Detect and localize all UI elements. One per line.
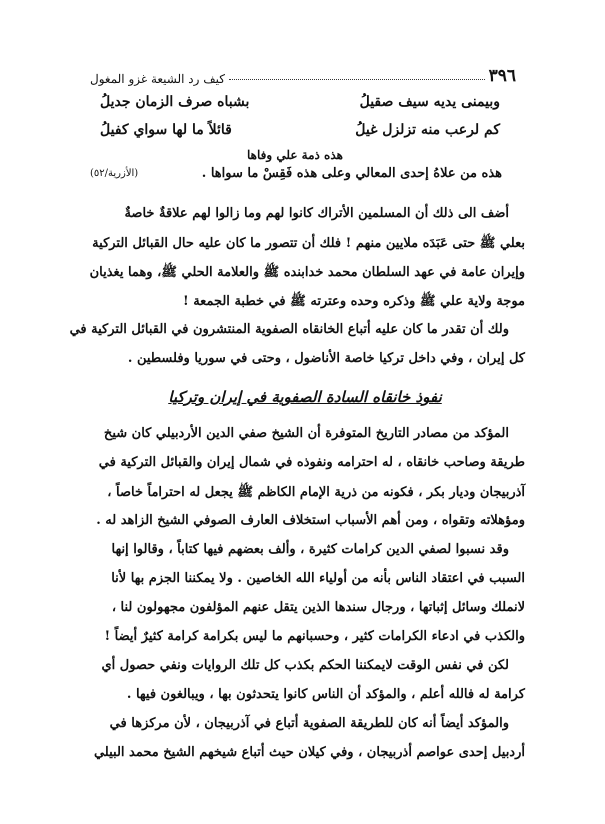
text-line: أردبيل إحدى عواصم أذربيجان ، وفي كيلان حيث أتباع شيخهم الشيخ محمد البيلي	[93, 745, 525, 760]
text-line: موجة ولاية علي ﷺ وذكره وحده وعترته ﷺ في خطبة الجمعة !	[182, 294, 525, 309]
page-header	[90, 62, 516, 86]
text-line: والكذب في ادعاء الكرامات كثير ، وحسبانهم ما ليس بكرامة كرامة كثيرٌ أيضاً !	[104, 629, 525, 644]
page-number: ٣٩٦	[488, 66, 516, 86]
text-line: آذربيجان وديار بكر ، فكونه من ذرية الإمام الكاظم ﷺ يجعل له احتراماً خاصاً ،	[107, 485, 525, 500]
text-line: أضف الى ذلك أن المسلمين الأتراك كانوا لهم وما زالوا لهم علاقةٌ خاصةٌ	[124, 206, 509, 221]
text-line: طريقة وصاحب خانقاه ، له احترامه ونفوذه في شمال إيران والقبائل التركية في	[98, 455, 525, 470]
poem-verse-last	[90, 166, 502, 188]
text-line: كل إيران ، وفي داخل تركيا خاصة الأناضول ، وحتى في سوريا وفلسطين .	[127, 351, 525, 366]
verse-note: هذه ذمة علي وفاها	[247, 148, 343, 162]
verse-text: هذه من علاهُ إحدى المعالي وعلى هذه فَقِسْ ما سواها .	[201, 166, 502, 181]
verse-second-hemistich: بشباه صرف الزمان جديلُ	[100, 94, 250, 110]
text-line: وقد نسبوا لصفي الدين كرامات كثيرة ، وألف بعضهم فيها كتاباً ، وقالوا إنها	[111, 542, 509, 557]
verse-second-hemistich: قائلاً ما لها سواي كفيلُ	[100, 122, 232, 138]
text-line: لكن في نفس الوقت لايمكننا الحكم بكذب كل تلك الروايات ونفي حصول أي	[101, 658, 509, 673]
text-line: المؤكد من مصادر التاريخ المتوفرة أن الشيخ صفي الدين الأردبيلي كان شيخ	[103, 426, 509, 441]
text-line: بعلي ﷺ حتى عَبَدَه ملايين منهم ! فلك أن تتصور ما كان عليه حال القبائل التركية	[92, 236, 525, 251]
text-line: كرامة له فالله أعلم ، والمؤكد أن الناس كانوا يتحدثون بها ، ويبالغون فيها .	[126, 687, 525, 702]
text-line: ومؤهلاته وتقواه ، ومن أهم الأسباب استخلاف العارف الصوفي الشيخ الزاهد له .	[96, 513, 525, 528]
poem-verse	[100, 122, 500, 144]
section-heading: نفوذ خانقاه السادة الصفوية في إيران وتركيا	[168, 388, 442, 406]
text-line: وإيران عامة في عهد السلطان محمد خدابنده ﷺ والعلامة الحلي ﷺ، وهما يغذيان	[89, 265, 525, 280]
verse-first-hemistich: كم لرعب منه تزلزل غيلُ	[355, 122, 500, 138]
header-dotted-rule	[229, 79, 485, 80]
poem-verse	[100, 94, 500, 116]
verse-first-hemistich: وبيمنى يديه سيف صقيلُ	[359, 94, 500, 110]
verse-source: (الأزرية/٥٢)	[90, 168, 139, 179]
running-title: كيف رد الشيعة غزو المغول	[90, 72, 226, 86]
text-line: ولك أن تقدر ما كان عليه أتباع الخانقاه الصفوية المنتشرون في القبائل التركية في	[69, 322, 509, 337]
text-line: السبب في اعتقاد الناس بأنه من أولياء الله الخاصين . ولا يمكننا الجزم بها لأنا	[111, 571, 525, 586]
text-line: لانملك وسائل إثباتها ، ورجال سندها الذين يتقل عنهم المؤلفون مجهولون لنا ،	[111, 600, 525, 615]
text-line: والمؤكد أيضاً أنه كان للطريقة الصفوية أتباع في آذربيجان ، لأن مركزها في	[109, 716, 509, 731]
